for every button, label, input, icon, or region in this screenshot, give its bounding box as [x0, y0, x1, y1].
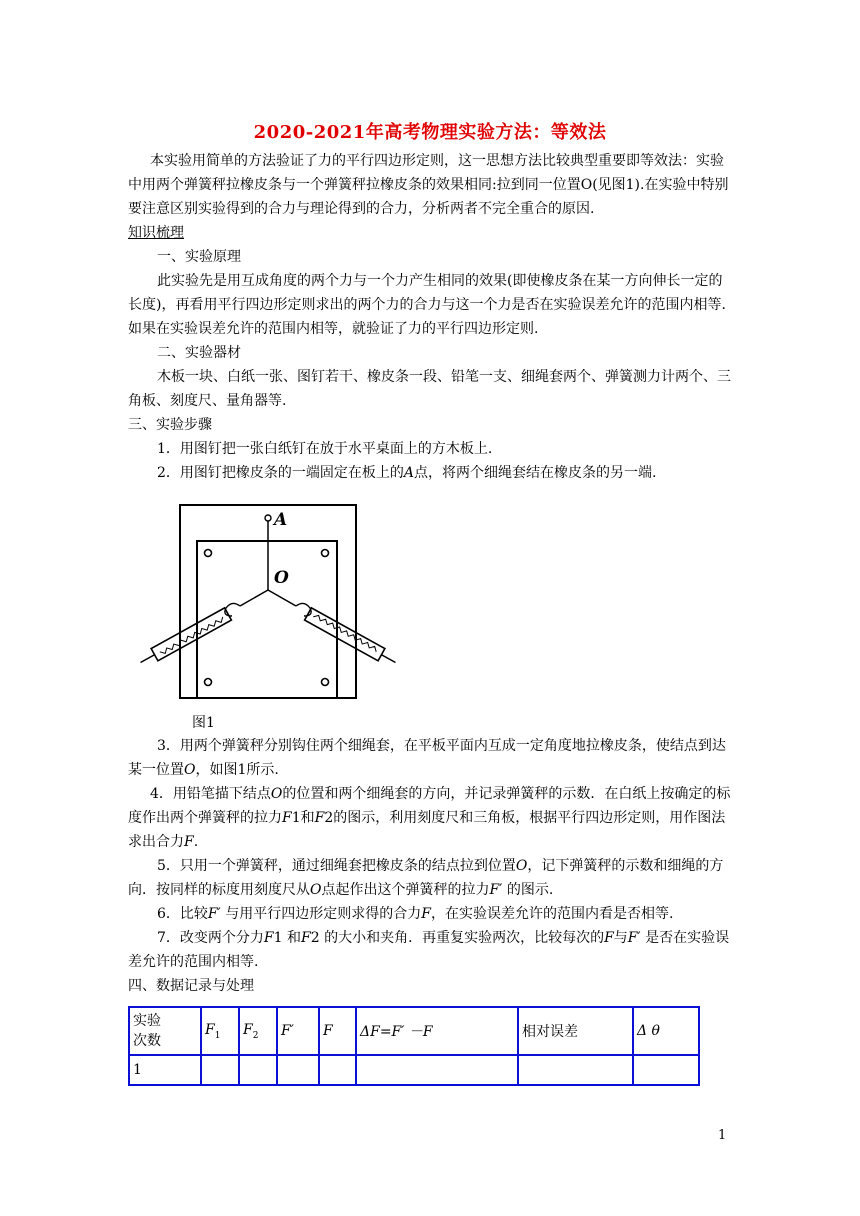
row1-relative-error	[518, 1055, 633, 1085]
page-number: 1	[718, 1128, 727, 1143]
header-count: 实验 次数	[129, 1007, 201, 1055]
step-5: 5．只用一个弹簧秤，通过细绳套把橡皮条的结点拉到位置O，记下弹簧秤的示数和细绳的方向．按同样的标度用刻度尺从O点起作出这个弹簧秤的拉力F′ 的图示.	[128, 858, 724, 898]
table-row	[129, 1055, 699, 1085]
row1-delta-theta	[633, 1055, 699, 1085]
header-f: F	[319, 1007, 356, 1055]
step-7: 7．改变两个分力F1 和F2 的大小和夹角．再重复实验两次，比较每次的F与F′ 是否在实验误差允许的范围内相等.	[128, 930, 730, 970]
figure-label-o: O	[274, 568, 289, 588]
header-f2: $F_2$	[239, 1007, 277, 1055]
row1-count: 1	[129, 1055, 201, 1085]
thumbtack-bottom-left	[205, 679, 212, 686]
loop-left	[225, 603, 240, 616]
thumbtack-top-left	[205, 550, 212, 557]
thumbtack-top-right	[322, 550, 329, 557]
header-relative-error: 相对误差	[518, 1007, 633, 1055]
string-right	[268, 590, 296, 606]
header-delta-f: ΔF=F′ －F	[356, 1007, 518, 1055]
spring-scale-left	[137, 608, 231, 669]
row1-f2	[239, 1055, 277, 1085]
row1-f1	[201, 1055, 239, 1085]
step-3: 3．用两个弹簧秤分别钩住两个细绳套，在平板平面内互成一定角度地拉橡皮条，使结点到达某一位置O，如图1所示.	[128, 738, 726, 778]
table-header-row	[129, 1007, 699, 1055]
step-6: 6．比较F′ 与用平行四边形定则求得的合力F，在实验误差允许的范围内看是否相等.	[157, 906, 674, 922]
sec2-heading: 二、实验器材	[157, 345, 241, 361]
header-f-prime: F′	[277, 1007, 319, 1055]
point-a-pin	[265, 515, 271, 521]
row1-f	[319, 1055, 356, 1085]
sec2-text: 木板一块、白纸一张、图钉若干、橡皮条一段、铅笔一支、细绳套两个、弹簧测力计两个、三角板、刻度尺、量角器等.	[128, 369, 731, 409]
loop-right	[296, 603, 311, 616]
sec1-text: 此实验先是用互成角度的两个力与一个力产生相同的效果(即使橡皮条在某一方向伸长一定的长度)，再看用平行四边形定则求出的两个力的合力与这一个力是否在实验误差允许的范围内相等. 如果在实验误差允许的范围内相等，就验证了力的平行四边形定则.	[128, 273, 726, 337]
data-table	[128, 1006, 700, 1086]
figure-label-a: A	[274, 510, 288, 530]
row1-delta-f	[356, 1055, 518, 1085]
step-2: 2．用图钉把橡皮条的一端固定在板上的A点，将两个细绳套结在橡皮条的另一端.	[157, 465, 657, 481]
knowledge-heading: 知识梳理	[128, 225, 184, 241]
sec4-heading: 四、数据记录与处理	[128, 978, 254, 994]
header-delta-theta: Δ θ	[633, 1007, 699, 1055]
figure-1-diagram	[132, 502, 412, 707]
paper-inner	[197, 541, 337, 698]
spring-scale-right	[305, 608, 399, 669]
page-title: 2020-2021年高考物理实验方法：等效法	[253, 122, 607, 143]
sec1-heading: 一、实验原理	[157, 249, 241, 265]
step-1: 1．用图钉把一张白纸钉在放于水平桌面上的方木板上.	[157, 441, 493, 457]
row1-f-prime	[277, 1055, 319, 1085]
header-f1: $F_1$	[201, 1007, 239, 1055]
sec3-heading: 三、实验步骤	[128, 417, 212, 433]
string-left	[240, 590, 268, 606]
thumbtack-bottom-right	[322, 679, 329, 686]
figure-caption: 图1	[192, 715, 215, 731]
step-4: 4．用铅笔描下结点O的位置和两个细绳套的方向，并记录弹簧秤的示数．在白纸上按确定的标度作出两个弹簧秤的拉力F1和F2的图示，利用刻度尺和三角板，根据平行四边形定则，用作图法求出合力F.	[128, 786, 731, 850]
intro-paragraph: 本实验用简单的方法验证了力的平行四边形定则，这一思想方法比较典型重要即等效法：实验中用两个弹簧秤拉橡皮条与一个弹簧秤拉橡皮条的效果相同:拉到同一位置O(见图1).在实验中特别要注意区别实验得到的合力与理论得到的合力，分析两者不完全重合的原因.	[128, 153, 729, 217]
